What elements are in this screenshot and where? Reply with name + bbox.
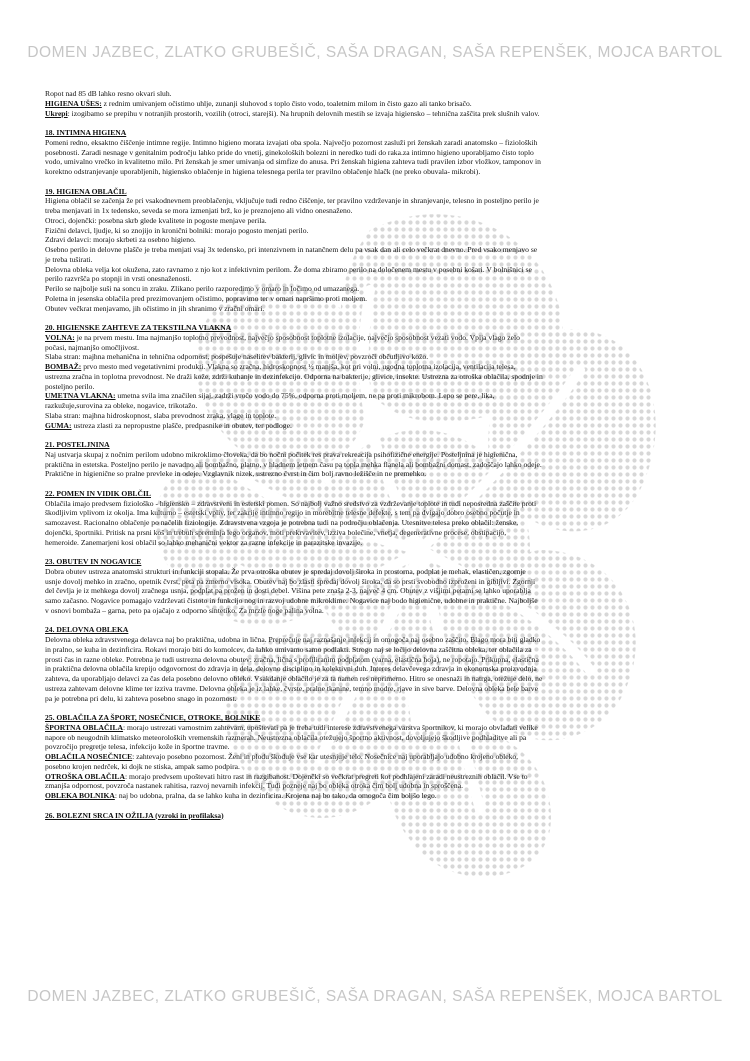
text-line: v osnovi bombaža – garna, peto pa ojačajo z odporno sintetiko. Za mrzle noge palina volna. — [45, 605, 324, 615]
text-line: Oblačila imajo predvsem fiziološko - higiensko – zdravstveni in estetski pomen. So najbolj važno sredstvo za vzdrževanje toplote in tudi neposredna zaščite proti — [45, 498, 537, 508]
text-line: dojenčki, športniki. Pritisk na prsni koš in trebuh spreminja lego organov, moti prekrvavitev, izziva bolečine, vnetja, degenerativne procese, obstipacijo, — [45, 527, 507, 537]
text-line: in praktična delovna oblačila krepijo odgovornost do zdravja in dela, delovno disciplino in kolektivni duh. Interes delavčevega zdravja in ekonomska proizvodnja — [45, 664, 537, 674]
text-line: Delovna obleka zdravstvenega delavca naj bo praktična, udobna in lična. Preprečuje naj raznašanje infekcij in omogoča naj osebno zaščito. Blago mora biti gladko — [45, 635, 541, 644]
text-line: posebnosti. Zaradi nesnage v genitalnim področju lahko pride do vnetij, ginekoloških bolezni in neredko tudi do raka.za intimno higieno uporabljamo čisto toplo — [45, 147, 534, 157]
text-line: in pralno, se kuha in dezinficira. Rokavi morajo biti do komolcev, da lahko umivamo samo podlakti. Strogo naj se ločijo delovna zaščitna obleka, ter oblačila za — [45, 644, 532, 654]
section-heading: 21. POSTELJNINA — [45, 440, 110, 449]
term-label: Ukrepi — [45, 108, 68, 118]
text-line: Dobra obutev ustreza anatomski strukturi in funkciji stopala. Že prva otroška obutev je spredaj dovolj široka in prostorna, podplat je mehak, elastičen, zgornje — [45, 566, 526, 576]
term-text: : izogibamo se prepihu v notranjih prostorih, vozilih (otroci, starejši). Na hrupnih delovnih mestih se izvaja higiensko – tehnična zaščita prek slušnih valov. — [67, 108, 540, 118]
text-line: Naj ustvarja skupaj z nočnim perilom udobno mikroklimo človeka, da bo nočni počitek res prava rekreacija psihofizične energije. Posteljnina je higienična, — [45, 449, 518, 459]
section-22 — [45, 489, 710, 548]
text-line: hemeroide. Zanemarjeni kosi oblačil so lahko mehanični vektor za razne infekcije in parazitske invazije. — [45, 537, 363, 547]
term-text: je na prvem mestu. Ima najmanjšo toplotno prevodnost, največjo sposobnost toplotne izolacije, največjo sposobnost vezati vodo. Vpija vlago zelo — [74, 332, 520, 342]
document-body — [45, 89, 710, 820]
section-25 — [45, 713, 710, 801]
section-24 — [45, 625, 710, 703]
text-line: Fizični delavci, ljudje, ki so znojijo in kronični bolniki: morajo pogosto menjati perilo. — [45, 225, 309, 235]
text-line: prosti čas in razne obleke. Potrebna je tudi ustrezna delovna obutev: zračna, lična s profiliranim podplatom (varna, elastična hoja), ne ropotajo. Prikupna, elastična — [45, 654, 539, 664]
section-heading: 23. OBUTEV IN NOGAVICE — [45, 557, 142, 566]
term-text: z rednim umivanjem očistimo uhlje, zunanji sluhovod s toplo čisto vodo, toaletnim milom in čisto gazo ali tanko brisačo. — [101, 98, 472, 108]
term-text: : morajo ustrezati varnostnim zahtevam, upoštevati pa je treba tudi interese zdravstvenega varstva športnikov, ki morajo obvladati velike — [123, 722, 538, 732]
text-line — [45, 791, 710, 801]
text-line — [45, 772, 710, 782]
text-line: je treba tuširati. — [45, 254, 93, 264]
page-header: DOMEN JAZBEC, ZLATKO GRUBEŠIČ, SAŠA DRAGAN, SAŠA REPENŠEK, MOJCA BARTOL — [27, 44, 723, 61]
term-text: prvo mesto med vegetativnimi produkti. Vlakna so zračna, hidroskopnost ½ manjša, kot pri volni, ugodna toplotna izolacija, ventilacija telesa, — [81, 362, 516, 371]
text-line: Slaba stran: majhna mehanična in tehnična odpornost, pospešuje naselitev bakterij, glivic in moljev, povzroči občutljivo kožo. — [45, 352, 429, 362]
section-heading: 20. HIGIENSKE ZAHTEVE ZA TEKSTILNA VLAKNA — [45, 323, 232, 332]
text-line: Perilo se najbolje suši na soncu in zraku. Zlikano perilo razporedimo v omaro in ločimo od umazanega. — [45, 284, 360, 293]
section-18 — [45, 128, 710, 177]
text-line — [45, 421, 710, 431]
term-label: VOLNA: — [45, 332, 75, 342]
text-line: pa je potrebna pri delu, ki zahteva posebno snago in pozornost. — [45, 693, 237, 703]
text-line: Praktične in higienične so pralne prevleke in odeje. Vzglavnik nizek, ustrezno čvrst in čim bolj ravno ležišče in ne premehko. — [45, 469, 427, 479]
page-footer: DOMEN JAZBEC, ZLATKO GRUBEŠIČ, SAŠA DRAGAN, SAŠA REPENŠEK, MOJCA BARTOL — [27, 988, 723, 1005]
text-line: povzročijo pregretje telesa, infekcijo kože in športne travme. — [45, 742, 230, 752]
section-19 — [45, 187, 710, 314]
text-line: usnje dovolj mehko in zračno, opetnik čvrst, peta pa zmerno visoka. Obutev naj bo zlasti spredaj dovolj široka, da so prsti svobodno izproženi in gibljivi. Zgornji — [45, 576, 536, 586]
term-label: HIGIENA UŠES: — [45, 98, 102, 108]
term-text: umetna svila ima značilen sijaj, zadrži vročo vodo do 75%, odporna proti moljem, ne pa proti mikrobom. Lepo se pere, lika, — [115, 391, 495, 401]
text-line: posebno krojen nedrček, ki dojk ne stiska, ampak samo podpira. — [45, 761, 240, 771]
text-line: razkužuje,surovina za obleke, nogavice, trikotažo. — [45, 401, 198, 410]
text-line: zahteva, da uporabljajo delavci za čas dela posebno delovno obleko. Vsakdanje oblačilo je za ta namen res neprimerno. Hitro se onesnaži in natrga, otežuje delo, ne — [45, 674, 543, 683]
text-line: treba menjavati in 1x tedensko, seveda se mora izmenjati brž, ko je preznojeno ali vidno onesnaženo. — [45, 206, 353, 215]
text-line: praktična in estetska. Posteljno perilo je navadno ali bombažno, platno, v hladnem letnem času pa topla mehka flanela ali bombažni domast, zadoščajo lahko odeje. — [45, 459, 542, 469]
text-line: ustreza zahtevam delovne klime ter izziva travme. Delovna obleka je iz lahke, čvrste, pralne tkanine, temno modre, rjave in sive barve. Delovna obleka bele barve — [45, 683, 538, 693]
term-label: ŠPORTNA OBLAČILA — [45, 722, 124, 732]
text-line: počasi, najmanjšo omočljivost. — [45, 342, 140, 352]
section-21 — [45, 440, 710, 479]
section-20 — [45, 323, 710, 430]
text-line — [45, 752, 710, 762]
text-line: Higiena oblačil se začenja že pri vsakodnevnem preoblačenju, vključuje tudi redno čiščenje, ter pravilno vzdrževanje in shranjevanje, telesno in posteljno perilo je — [45, 196, 539, 206]
text-line: Pomeni redno, eksaktno čiščenje intimne regije. Intimno higieno morata izvajati oba spola. Največjo pozornost zasluži pri ženskah zaradi anatomsko – fizioloških — [45, 137, 538, 147]
term-text: : zahtevajo posebno pozornost. Ženi in plodu škoduje vse kar utesnjuje telo. Nosečnice naj uporabljajo udobno krojeno obleko, — [132, 752, 519, 761]
section-heading: 24. DELOVNA OBLEKA — [45, 625, 129, 635]
text-line — [45, 109, 710, 119]
text-line — [45, 99, 710, 109]
section-heading: 25. OBLAČILA ZA ŠPORT, NOSEČNICE, OTROKE, BOLNIKE — [45, 713, 261, 722]
text-line: zmanjša odpornost, povzroča nastanek rahitisa, razvoj nevarnih infekcij. Tudi pozneje naj bo obleka otroka čim bolj udobna in sproščena. — [45, 781, 463, 791]
section-23 — [45, 557, 710, 616]
text-line — [45, 723, 710, 733]
text-line: Osebno perilo in delovne plašče je treba menjati vsaj 3x tedensko, pri intenzivnem in natančnem delu pa vsak dan ali celo večkrat dnevno. Pred vsako menjavo se — [45, 245, 538, 254]
text-line: Otroci, dojenčki: posebna skrb glede kvalitete in pogoste menjave perila. — [45, 215, 267, 225]
text-line: del čevlja je iz mehkega dovolj zračnega usnja, podplat pa prožen in dosti debel. Višina pete znaša 2-3, največ 4 cm. Obutev z višjimi petami se lahko uporablja — [45, 586, 531, 596]
section-26 — [45, 811, 710, 821]
text-line: ustrezna zračna in toplotna prevodnost. Ne draži kože, zdrži kuhanje in dezinfekcijo. Odporna na bakterije, glivice, insekte. Ustrezna za otroška oblačila, spodnje in — [45, 371, 543, 381]
text-line: Slaba stran: majhna hidroskopnost, slaba prevodnost zraka, vlage in toplote. — [45, 410, 277, 420]
text-line: vodo, umivalno vrečko in kvalitetno milo. Pri ženskah je smer umivanja od simfize do anusa. Pri ženskah higiena zahteva tudi pravilen izbor vložkov, tamponov in — [45, 157, 541, 167]
text-line — [45, 362, 710, 372]
text-line: posteljno perilo. — [45, 381, 95, 391]
intro-section — [45, 89, 710, 118]
text-line: škodljivim vplivom iz okolja. Ima kulturno – estetski vpliv, ter zakrije intimno regijo in morebitne telesne defekte, s tem pa dvigajo dobro osebno počutje in — [45, 508, 520, 518]
text-line: Delovna obleka velja kot okužena, zato ravnamo z njo kot z infektivnim perilom. Že doma zbiramo perilo na določenem mestu v posebni košari. V bolnišnici se — [45, 264, 532, 274]
text-line — [45, 333, 710, 343]
term-label: OBLEKA BOLNIKA — [45, 791, 115, 800]
term-label: GUMA: — [45, 420, 72, 430]
text-line: Zdravi delavci: morajo skrbeti za osebno higieno. — [45, 235, 196, 245]
text-line: Obutev večkrat menjavamo, jih očistimo in jih shranimo v zračni omari. — [45, 303, 265, 313]
text-line — [45, 391, 710, 401]
text-line: perilo razvršča po stopnji in vrsti onesnaženosti. — [45, 274, 192, 284]
term-text: ustreza zlasti za nepropustne plašče, predpasnike in obutev, ter podloge. — [71, 420, 292, 430]
section-heading: 26. BOLEZNI SRCA IN OŽILJA (vzroki in profilaksa) — [45, 810, 224, 820]
text-line: Ropot nad 85 dB lahko resno okvari sluh. — [45, 89, 172, 98]
term-label: BOMBAŽ: — [45, 362, 82, 371]
section-heading: 18. INTIMNA HIGIENA — [45, 128, 127, 137]
term-text: : morajo predvsem upoštevati hitro rast in razgibanost. Dojenčki so večkrat pregreti kot podhlajeni zaradi neustreznih oblačil. Vse to — [124, 771, 528, 781]
text-line: Poletna in jesenska oblačila pred prezimovanjem očistimo, popravimo ter v omari napršimo proti moljem. — [45, 293, 368, 303]
section-heading: 22. POMEN IN VIDIK OBLČIL — [45, 488, 151, 498]
term-label: UMETNA VLAKNA: — [45, 391, 116, 401]
text-line: samozavest. Racionalno oblačenje po načelih fiziologije. Zdravstvena vzgoja je potrebna tudi na področju oblačenja. Utesnitve telesa preko oblačil: ženske, — [45, 518, 519, 527]
text-line: korektno odstranjevanje uporabljenih, higiensko oblačenje in higiena telesnega perila ter pravilno oblačenje hlačk (ne preko obuvala- mikrobi). — [45, 167, 481, 176]
term-label: OTROŠKA OBLAČILA — [45, 771, 125, 781]
term-label: OBLAČILA NOSEČNICE — [45, 752, 133, 761]
section-heading: 19. HIGIENA OBLAČIL — [45, 186, 127, 196]
text-line: napore ob neugodnih klimatsko meteoroloških vremenskih razmerah. Neustrezna oblačila otežujejo športno aktivnost, dovoljujejo škodljive podhladitve ali pa — [45, 732, 527, 742]
term-text: : naj bo udobna, pralna, da se lahko kuha in dezinficira. Krojena naj bo tako, da omogoča čim boljšo lego. — [114, 791, 437, 800]
text-line: samo začasno. Nogavice pomagajo vzdrževati čistoto in funkcijo nog in razvoj udobne mikroklime. Nogavice naj bodo higienične, udobne in praktične. Najboljše — [45, 596, 538, 605]
